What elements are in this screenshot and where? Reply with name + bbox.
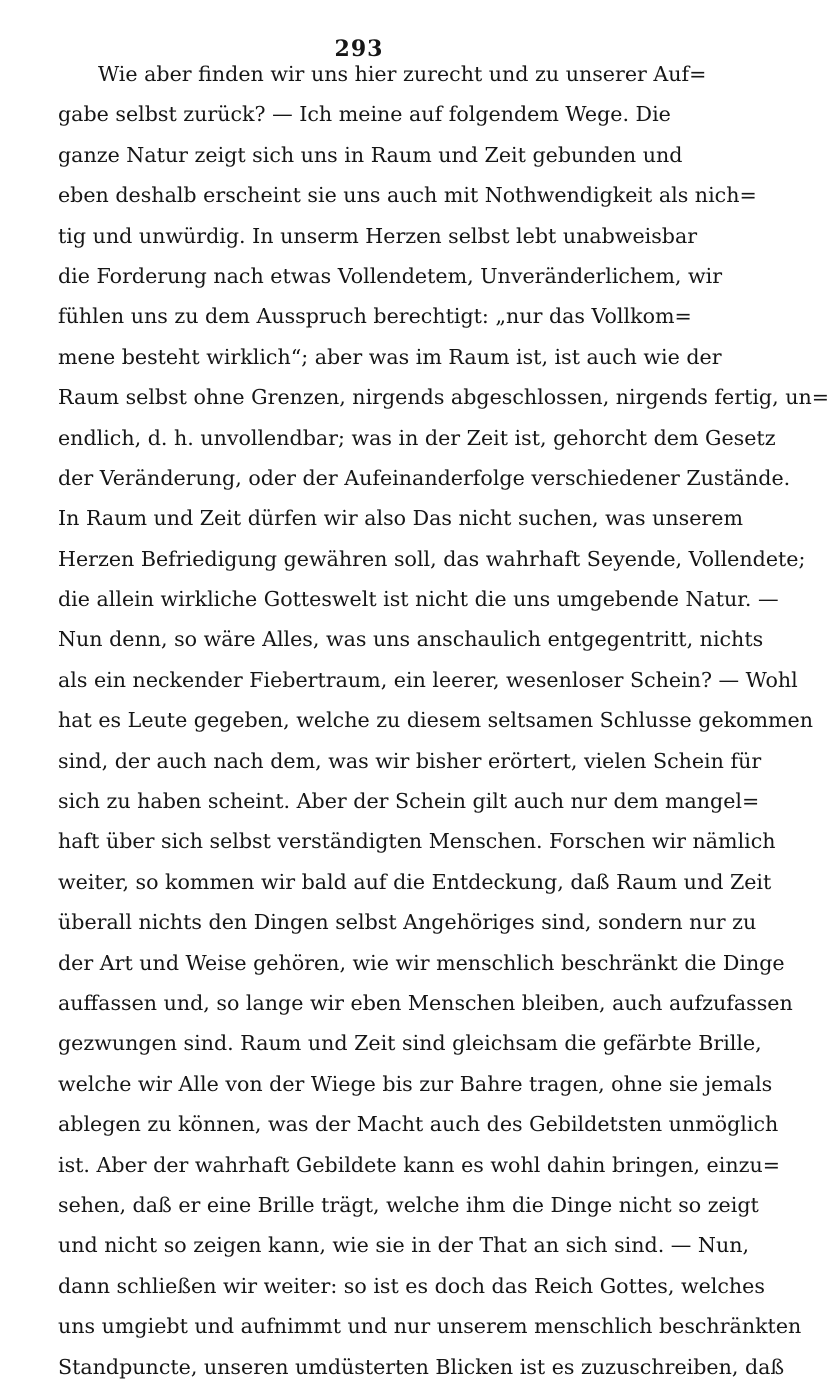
- text-line: Raum selbst ohne Grenzen, nirgends abgeschlossen, nirgends fertig, un=: [58, 385, 829, 410]
- text-line: die Forderung nach etwas Vollendetem, Unveränderlichem, wir: [58, 263, 723, 288]
- text-line: weiter, so kommen wir bald auf die Entdeckung, daß Raum und Zeit: [58, 869, 772, 894]
- text-line: der Veränderung, oder der Aufeinanderfolge verschiedener Zustände.: [58, 465, 791, 490]
- text-line: endlich, d. h. unvollendbar; was in der Zeit ist, gehorcht dem Gesetz: [58, 425, 776, 450]
- text-line: Herzen Befriedigung gewähren soll, das wahrhaft Seyende, Vollendete;: [58, 546, 806, 571]
- text-line: sich zu haben scheint. Aber der Schein gilt auch nur dem mangel=: [58, 789, 760, 814]
- text-line: die allein wirkliche Gotteswelt ist nicht die uns umgebende Natur. —: [58, 587, 779, 612]
- text-line: als ein neckender Fiebertraum, ein leerer, wesenloser Schein? — Wohl: [58, 667, 798, 692]
- text-line: uns umgiebt und aufnimmt und nur unserem menschlich beschränkten: [58, 1314, 802, 1339]
- text-line: gezwungen sind. Raum und Zeit sind gleichsam die gefärbte Brille,: [58, 1031, 762, 1056]
- page-number: 293: [334, 36, 384, 62]
- text-line: sehen, daß er eine Brille trägt, welche ihm die Dinge nicht so zeigt: [58, 1192, 759, 1217]
- text-line: Standpuncte, unseren umdüsterten Blicken ist es zuzuschreiben, daß: [58, 1354, 785, 1379]
- text-line: ist. Aber der wahrhaft Gebildete kann es wohl dahin bringen, einzu=: [58, 1152, 780, 1177]
- text-line: Wie aber finden wir uns hier zurecht und zu unserer Auf=: [98, 62, 707, 86]
- text-line: haft über sich selbst verständigten Menschen. Forschen wir nämlich: [58, 829, 776, 854]
- text-line: eben deshalb erscheint sie uns auch mit Nothwendigkeit als nich=: [58, 183, 757, 208]
- text-line: gabe selbst zurück? — Ich meine auf folgendem Wege. Die: [58, 102, 671, 127]
- text-line: tig und unwürdig. In unserm Herzen selbst lebt unabweisbar: [58, 223, 698, 248]
- text-line: und nicht so zeigen kann, wie sie in der That an sich sind. — Nun,: [58, 1233, 750, 1258]
- text-line: hat es Leute gegeben, welche zu diesem seltsamen Schlusse gekommen: [58, 708, 814, 733]
- text-line: fühlen uns zu dem Ausspruch berechtigt: „nur das Vollkom=: [58, 304, 692, 329]
- text-line: ablegen zu können, was der Macht auch des Gebildetsten unmöglich: [58, 1112, 779, 1137]
- body-text: [58, 54, 829, 1387]
- text-line: auffassen und, so lange wir eben Menschen bleiben, auch aufzufassen: [58, 990, 793, 1015]
- text-line: der Art und Weise gehören, wie wir menschlich beschränkt die Dinge: [58, 950, 785, 975]
- text-line: In Raum und Zeit dürfen wir also Das nicht suchen, was unserem: [58, 506, 743, 531]
- text-line: ganze Natur zeigt sich uns in Raum und Zeit gebunden und: [58, 142, 683, 167]
- text-line: welche wir Alle von der Wiege bis zur Bahre tragen, ohne sie jemals: [58, 1071, 773, 1096]
- text-line: dann schließen wir weiter: so ist es doch das Reich Gottes, welches: [58, 1273, 765, 1298]
- text-line: sind, der auch nach dem, was wir bisher erörtert, vielen Schein für: [58, 748, 762, 773]
- text-line: überall nichts den Dingen selbst Angehöriges sind, sondern nur zu: [58, 910, 757, 935]
- text-line: mene besteht wirklich“; aber was im Raum ist, ist auch wie der: [58, 344, 722, 369]
- text-line: Nun denn, so wäre Alles, was uns anschaulich entgegentritt, nichts: [58, 627, 764, 652]
